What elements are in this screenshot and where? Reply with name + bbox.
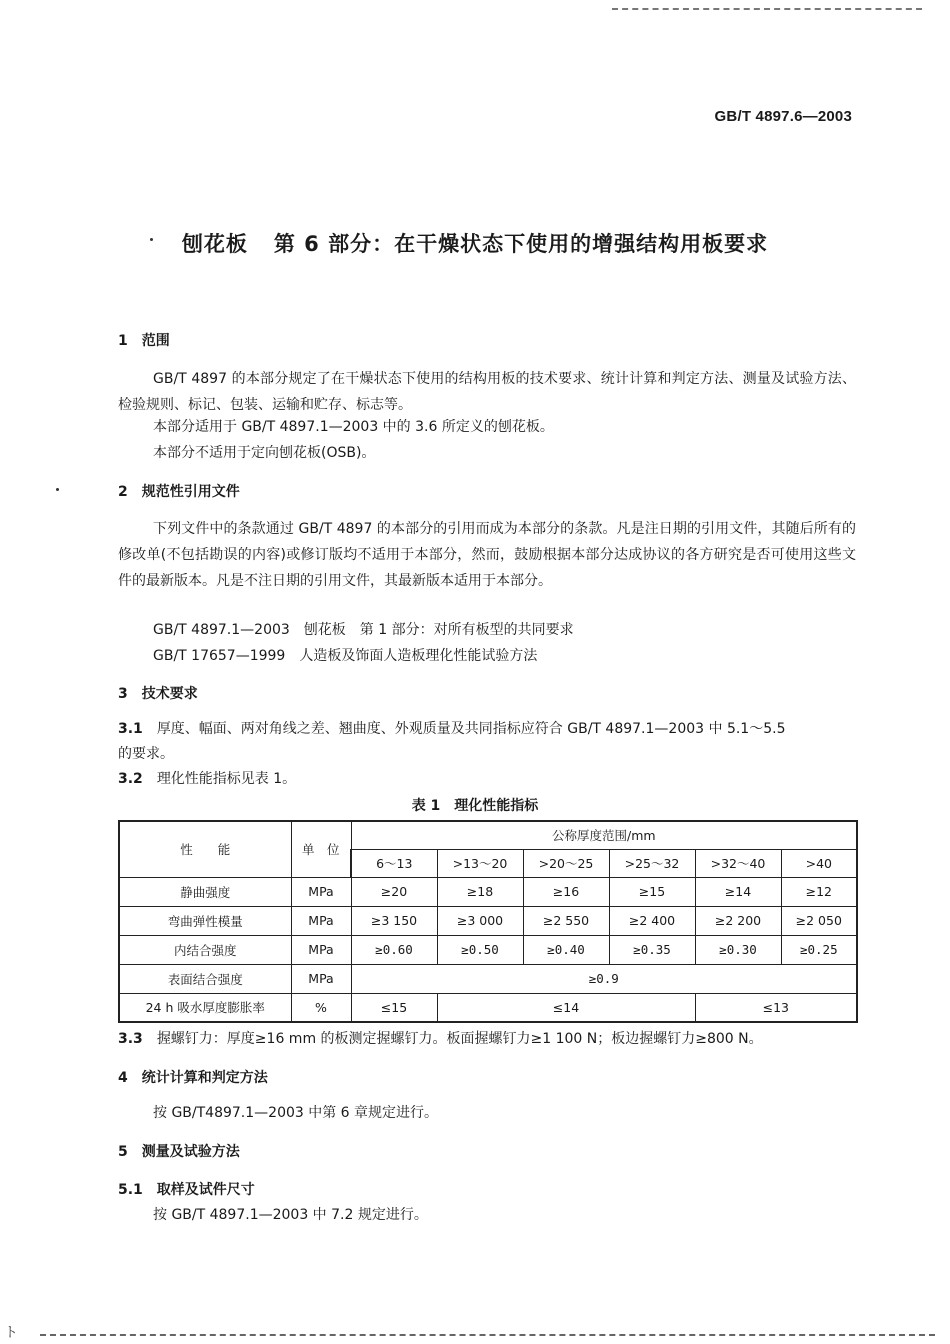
table-cell: ≥15 — [609, 877, 695, 906]
clause-3-2 — [118, 768, 296, 790]
section-1-heading: 1 范围 — [118, 333, 170, 349]
range-header: >32～40 — [695, 849, 781, 877]
reference-2-title: 人造板及饰面人造板理化性能试验方法 — [299, 648, 538, 664]
section-1-para-1: GB/T 4897 的本部分规定了在干燥状态下使用的结构用板的技术要求、统计计算和判定方法、测量及试验方法、检验规则、标记、包装、运输和贮存、标志等。 — [118, 371, 856, 413]
clause-3-1 — [118, 718, 785, 740]
row-label: 24 h 吸水厚度膨胀率 — [119, 993, 291, 1022]
section-3-heading: 3 技术要求 — [118, 686, 198, 702]
title-part2: 第 6 部分：在干燥状态下使用的增强结构用板要求 — [273, 232, 769, 256]
document-title — [0, 228, 950, 258]
table-cell: ≥3 000 — [437, 906, 523, 935]
section-1-para-2: 本部分适用于 GB/T 4897.1—2003 中的 3.6 所定义的刨花板。 — [153, 419, 554, 435]
table-cell: ≤15 — [351, 993, 437, 1022]
table-cell: ≥0.35 — [609, 935, 695, 964]
table-cell: ≥2 050 — [781, 906, 857, 935]
table-cell: ≥2 400 — [609, 906, 695, 935]
range-header: >13～20 — [437, 849, 523, 877]
row-unit: % — [291, 993, 351, 1022]
header-thickness-group: 公称厚度范围/mm — [351, 821, 857, 849]
table-cell: ≥0.25 — [781, 935, 857, 964]
section-2-para-1: 下列文件中的条款通过 GB/T 4897 的本部分的引用而成为本部分的条款。凡是注日期的引用文件，其随后所有的修改单(不包括勘误的内容)或修订版均不适用于本部分，然而，鼓励根据本部分达成协议的各方研究是否可使用这些文件的最新版本。凡是不注日期的引用文件，其最新版本适用于本部分。 — [118, 521, 856, 589]
table-cell: ≥2 200 — [695, 906, 781, 935]
row-unit: MPa — [291, 877, 351, 906]
table-row — [119, 877, 857, 906]
bottom-dashed-rule — [40, 1334, 935, 1336]
table-cell-merged: ≤13 — [695, 993, 857, 1022]
reference-1 — [153, 619, 574, 641]
scan-speck-2 — [56, 488, 59, 491]
top-dashed-rule — [612, 8, 922, 10]
range-header: 6～13 — [351, 849, 437, 877]
table-cell: ≥0.50 — [437, 935, 523, 964]
table-cell: ≥14 — [695, 877, 781, 906]
section-5-heading: 5 测量及试验方法 — [118, 1144, 240, 1160]
section-1-para-3: 本部分不适用于定向刨花板(OSB)。 — [153, 445, 376, 461]
row-unit: MPa — [291, 964, 351, 993]
row-label: 表面结合强度 — [119, 964, 291, 993]
table-row — [119, 964, 857, 993]
table-cell: ≥0.40 — [523, 935, 609, 964]
row-label: 内结合强度 — [119, 935, 291, 964]
clause-5-1-heading: 5.1 取样及试件尺寸 — [118, 1182, 255, 1198]
range-header: >25～32 — [609, 849, 695, 877]
properties-table — [118, 820, 858, 1023]
clause-3-2-text: 理化性能指标见表 1。 — [156, 771, 297, 787]
clause-3-3-number: 3.3 — [118, 1031, 143, 1047]
table-cell: ≥12 — [781, 877, 857, 906]
reference-2-code: GB/T 17657—1999 — [153, 648, 286, 664]
row-label: 弯曲弹性模量 — [119, 906, 291, 935]
clause-3-1-text: 厚度、幅面、两对角线之差、翘曲度、外观质量及共同指标应符合 GB/T 4897.1—2003 中 5.1～5.5 — [156, 721, 786, 737]
corner-mark: ト — [4, 1325, 18, 1341]
row-label: 静曲强度 — [119, 877, 291, 906]
header-unit: 单 位 — [291, 821, 351, 877]
clause-3-3-text: 握螺钉力：厚度≥16 mm 的板测定握螺钉力。板面握螺钉力≥1 100 N；板边握螺钉力≥800 N。 — [156, 1031, 763, 1047]
standard-code: GB/T 4897.6—2003 — [714, 108, 852, 125]
section-2-heading: 2 规范性引用文件 — [118, 484, 240, 500]
reference-1-title: 刨花板 第 1 部分：对所有板型的共同要求 — [303, 622, 574, 638]
reference-2 — [153, 645, 537, 667]
clause-3-1-number: 3.1 — [118, 721, 143, 737]
table-row — [119, 906, 857, 935]
clause-3-3 — [118, 1028, 763, 1050]
table-cell: ≥2 550 — [523, 906, 609, 935]
table-cell-merged: ≤14 — [437, 993, 695, 1022]
header-property: 性 能 — [119, 821, 291, 877]
table-cell: ≥18 — [437, 877, 523, 906]
row-unit: MPa — [291, 906, 351, 935]
clause-3-1-continuation: 的要求。 — [118, 746, 174, 762]
table-cell: ≥3 150 — [351, 906, 437, 935]
section-4-para-1: 按 GB/T4897.1—2003 中第 6 章规定进行。 — [153, 1105, 439, 1121]
table-cell: ≥20 — [351, 877, 437, 906]
title-part1: 刨花板 — [181, 232, 248, 256]
table-row — [119, 993, 857, 1022]
clause-3-2-number: 3.2 — [118, 771, 143, 787]
table-cell-merged: ≥0.9 — [351, 964, 857, 993]
range-header: >20～25 — [523, 849, 609, 877]
table-1-caption: 表 1 理化性能指标 — [411, 798, 539, 814]
row-unit: MPa — [291, 935, 351, 964]
section-4-heading: 4 统计计算和判定方法 — [118, 1070, 268, 1086]
table-cell: ≥0.60 — [351, 935, 437, 964]
table-row — [119, 935, 857, 964]
reference-1-code: GB/T 4897.1—2003 — [153, 622, 290, 638]
range-header: >40 — [781, 849, 857, 877]
clause-5-1-para: 按 GB/T 4897.1—2003 中 7.2 规定进行。 — [153, 1207, 428, 1223]
table-cell: ≥16 — [523, 877, 609, 906]
table-cell: ≥0.30 — [695, 935, 781, 964]
